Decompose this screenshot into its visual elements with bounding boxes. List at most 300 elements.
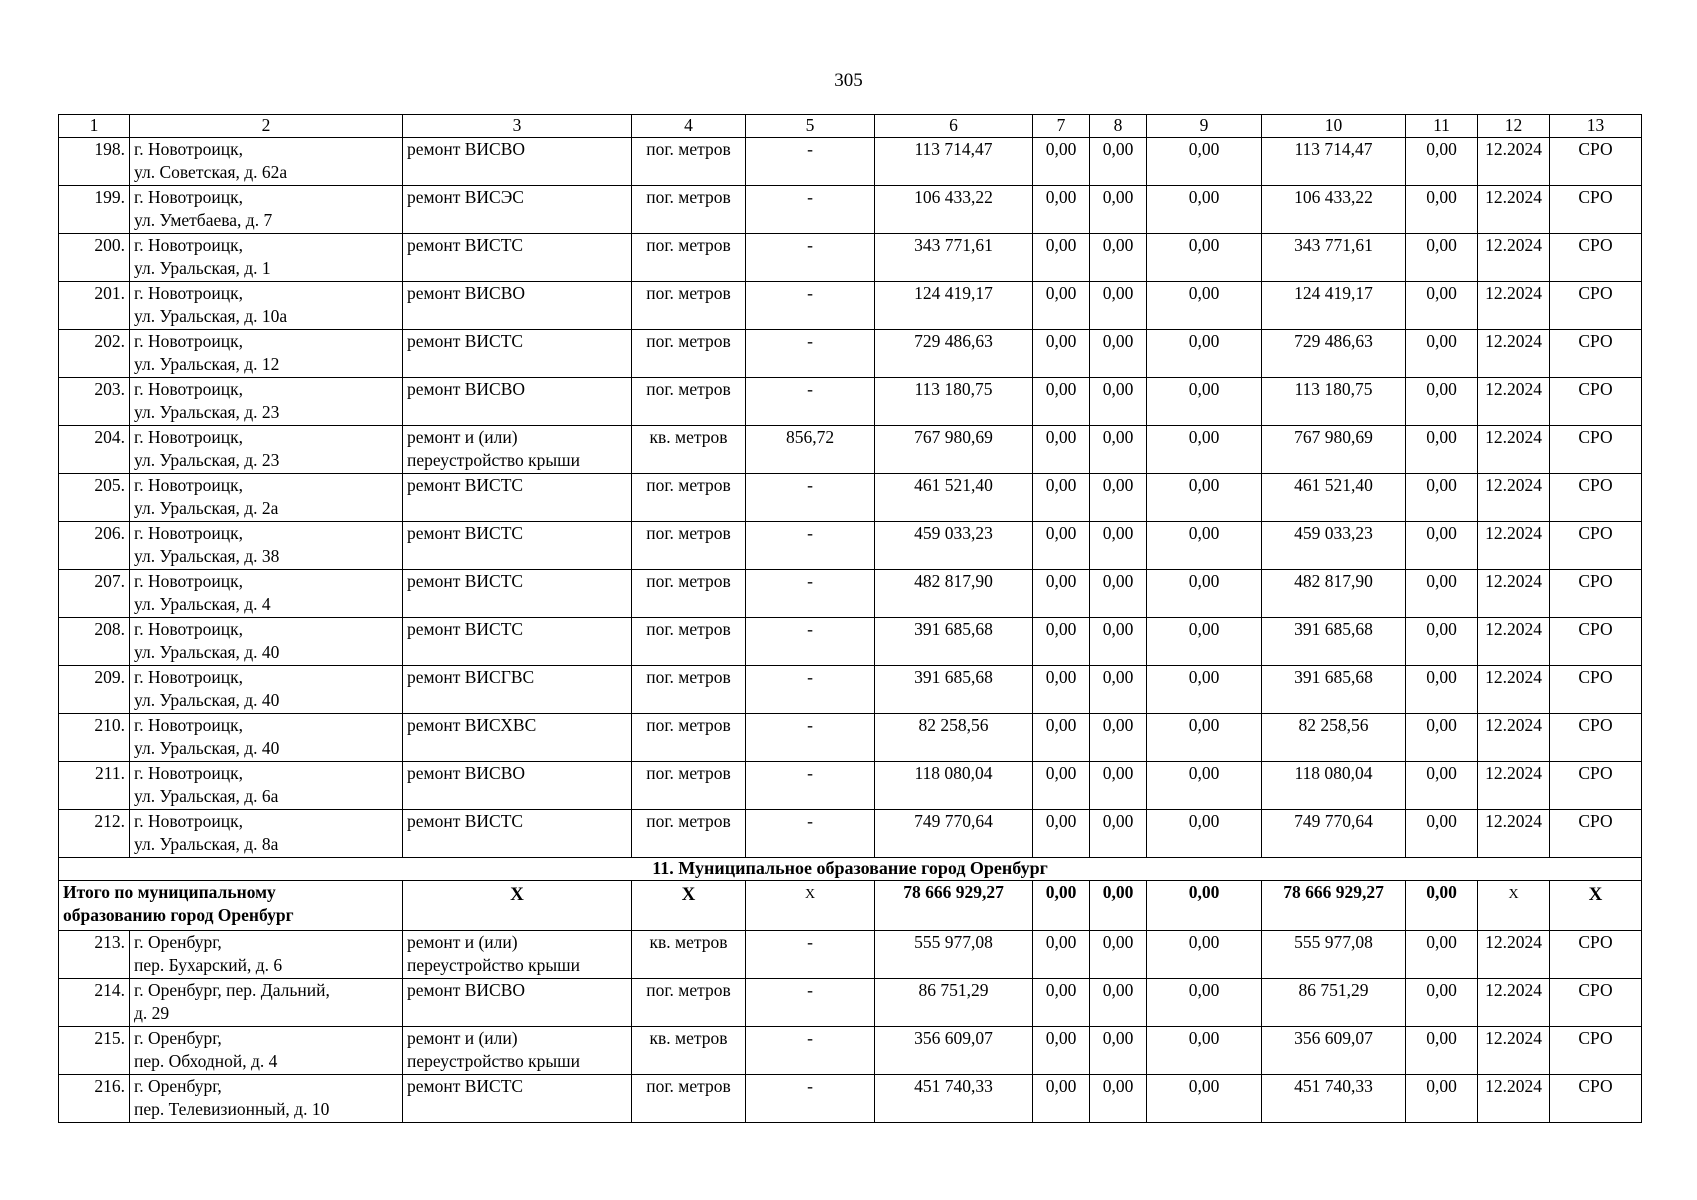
work-type-cell bbox=[403, 1027, 632, 1075]
work-type-line-1: ремонт и (или) bbox=[407, 1028, 518, 1048]
col-10-cell: 124 419,17 bbox=[1262, 282, 1406, 330]
col-7-cell: 0,00 bbox=[1033, 1027, 1090, 1075]
deadline-cell: 12.2024 bbox=[1478, 570, 1550, 618]
address-line-1: г. Новотроицк, bbox=[134, 139, 243, 159]
col-9-cell: 0,00 bbox=[1147, 378, 1262, 426]
work-type-cell bbox=[403, 522, 632, 570]
total-cost-cell: 343 771,61 bbox=[875, 234, 1033, 282]
total-cost-cell: 124 419,17 bbox=[875, 282, 1033, 330]
work-type-line-1: ремонт ВИСВО bbox=[407, 980, 526, 1000]
col-8-cell: 0,00 bbox=[1090, 810, 1147, 858]
total-col-8: 0,00 bbox=[1090, 881, 1147, 931]
col-11-cell: 0,00 bbox=[1406, 378, 1478, 426]
col-9-cell: 0,00 bbox=[1147, 762, 1262, 810]
total-cost-cell: 482 817,90 bbox=[875, 570, 1033, 618]
column-header: 10 bbox=[1262, 115, 1406, 138]
row-number: 203. bbox=[59, 378, 130, 426]
quantity-cell: - bbox=[746, 330, 875, 378]
col-11-cell: 0,00 bbox=[1406, 1075, 1478, 1123]
section-header-row bbox=[59, 858, 1642, 881]
unit-cell: пог. метров bbox=[632, 1075, 746, 1123]
total-cost-cell: 459 033,23 bbox=[875, 522, 1033, 570]
address-line-2: ул. Уральская, д. 6а bbox=[134, 786, 279, 806]
col-11-cell: 0,00 bbox=[1406, 522, 1478, 570]
method-cell: СРО bbox=[1550, 762, 1642, 810]
col-8-cell: 0,00 bbox=[1090, 1075, 1147, 1123]
unit-cell: пог. метров bbox=[632, 810, 746, 858]
col-8-cell: 0,00 bbox=[1090, 474, 1147, 522]
unit-cell: пог. метров bbox=[632, 522, 746, 570]
total-cost-cell: 767 980,69 bbox=[875, 426, 1033, 474]
row-number: 205. bbox=[59, 474, 130, 522]
method-cell: СРО bbox=[1550, 138, 1642, 186]
col-10-cell: 356 609,07 bbox=[1262, 1027, 1406, 1075]
table-row bbox=[59, 762, 1642, 810]
col-10-cell: 391 685,68 bbox=[1262, 666, 1406, 714]
work-type-line-1: ремонт ВИСТС bbox=[407, 235, 524, 255]
col-10-cell: 82 258,56 bbox=[1262, 714, 1406, 762]
work-type-line-1: ремонт ВИСТС bbox=[407, 619, 524, 639]
col-9-cell: 0,00 bbox=[1147, 979, 1262, 1027]
total-label bbox=[59, 881, 403, 931]
address-cell bbox=[130, 666, 403, 714]
col-10-cell: 555 977,08 bbox=[1262, 931, 1406, 979]
col-9-cell: 0,00 bbox=[1147, 666, 1262, 714]
address-cell bbox=[130, 138, 403, 186]
col-7-cell: 0,00 bbox=[1033, 186, 1090, 234]
total-col-10: 78 666 929,27 bbox=[1262, 881, 1406, 931]
work-type-cell bbox=[403, 570, 632, 618]
col-10-cell: 482 817,90 bbox=[1262, 570, 1406, 618]
deadline-cell: 12.2024 bbox=[1478, 474, 1550, 522]
address-line-1: г. Новотроицк, bbox=[134, 379, 243, 399]
work-type-line-2: переустройство крыши bbox=[407, 1051, 580, 1071]
address-line-2: ул. Уральская, д. 40 bbox=[134, 642, 280, 662]
column-header: 12 bbox=[1478, 115, 1550, 138]
col-10-cell: 113 714,47 bbox=[1262, 138, 1406, 186]
col-9-cell: 0,00 bbox=[1147, 282, 1262, 330]
address-line-1: г. Оренбург, bbox=[134, 932, 222, 952]
total-cost-cell: 391 685,68 bbox=[875, 666, 1033, 714]
work-type-cell bbox=[403, 762, 632, 810]
column-header: 9 bbox=[1147, 115, 1262, 138]
address-cell bbox=[130, 810, 403, 858]
col-7-cell: 0,00 bbox=[1033, 931, 1090, 979]
unit-cell: пог. метров bbox=[632, 979, 746, 1027]
col-10-cell: 459 033,23 bbox=[1262, 522, 1406, 570]
method-cell: СРО bbox=[1550, 714, 1642, 762]
col-7-cell: 0,00 bbox=[1033, 138, 1090, 186]
column-header: 1 bbox=[59, 115, 130, 138]
col-10-cell: 451 740,33 bbox=[1262, 1075, 1406, 1123]
work-type-line-1: ремонт и (или) bbox=[407, 427, 518, 447]
col-8-cell: 0,00 bbox=[1090, 666, 1147, 714]
col-9-cell: 0,00 bbox=[1147, 931, 1262, 979]
quantity-cell: - bbox=[746, 138, 875, 186]
col-11-cell: 0,00 bbox=[1406, 810, 1478, 858]
address-line-2: пер. Бухарский, д. 6 bbox=[134, 955, 283, 975]
column-header: 2 bbox=[130, 115, 403, 138]
col-11-cell: 0,00 bbox=[1406, 931, 1478, 979]
address-line-2: ул. Уральская, д. 38 bbox=[134, 546, 280, 566]
total-label-line-2: образованию город Оренбург bbox=[63, 905, 294, 925]
table-row bbox=[59, 426, 1642, 474]
col-8-cell: 0,00 bbox=[1090, 522, 1147, 570]
total-cost-cell: 749 770,64 bbox=[875, 810, 1033, 858]
deadline-cell: 12.2024 bbox=[1478, 522, 1550, 570]
row-number: 212. bbox=[59, 810, 130, 858]
method-cell: СРО bbox=[1550, 186, 1642, 234]
address-cell bbox=[130, 762, 403, 810]
work-type-cell bbox=[403, 234, 632, 282]
row-number: 216. bbox=[59, 1075, 130, 1123]
address-line-1: г. Оренбург, bbox=[134, 1076, 222, 1096]
address-cell bbox=[130, 426, 403, 474]
work-type-cell bbox=[403, 138, 632, 186]
address-line-2: ул. Уральская, д. 1 bbox=[134, 258, 271, 278]
col-11-cell: 0,00 bbox=[1406, 234, 1478, 282]
method-cell: СРО bbox=[1550, 666, 1642, 714]
work-type-line-1: ремонт ВИСВО bbox=[407, 139, 526, 159]
col-9-cell: 0,00 bbox=[1147, 810, 1262, 858]
table-row bbox=[59, 282, 1642, 330]
address-line-1: г. Новотроицк, bbox=[134, 475, 243, 495]
col-11-cell: 0,00 bbox=[1406, 714, 1478, 762]
address-line-2: пер. Телевизионный, д. 10 bbox=[134, 1099, 330, 1119]
col-9-cell: 0,00 bbox=[1147, 426, 1262, 474]
address-line-2: ул. Уральская, д. 40 bbox=[134, 738, 280, 758]
quantity-cell: - bbox=[746, 378, 875, 426]
col-8-cell: 0,00 bbox=[1090, 330, 1147, 378]
col-11-cell: 0,00 bbox=[1406, 570, 1478, 618]
unit-cell: пог. метров bbox=[632, 234, 746, 282]
row-number: 207. bbox=[59, 570, 130, 618]
col-9-cell: 0,00 bbox=[1147, 618, 1262, 666]
address-line-2: ул. Уральская, д. 23 bbox=[134, 402, 280, 422]
unit-cell: пог. метров bbox=[632, 618, 746, 666]
total-col-4: Х bbox=[632, 881, 746, 931]
row-number: 211. bbox=[59, 762, 130, 810]
address-cell bbox=[130, 1075, 403, 1123]
method-cell: СРО bbox=[1550, 522, 1642, 570]
table-row bbox=[59, 1075, 1642, 1123]
col-8-cell: 0,00 bbox=[1090, 714, 1147, 762]
total-col-13: Х bbox=[1550, 881, 1642, 931]
col-7-cell: 0,00 bbox=[1033, 330, 1090, 378]
deadline-cell: 12.2024 bbox=[1478, 378, 1550, 426]
method-cell: СРО bbox=[1550, 330, 1642, 378]
address-line-1: г. Новотроицк, bbox=[134, 619, 243, 639]
unit-cell: пог. метров bbox=[632, 330, 746, 378]
table-row bbox=[59, 1027, 1642, 1075]
col-8-cell: 0,00 bbox=[1090, 234, 1147, 282]
table-row bbox=[59, 979, 1642, 1027]
address-cell bbox=[130, 330, 403, 378]
section-title: 11. Муниципальное образование город Оренбург bbox=[59, 858, 1642, 881]
col-10-cell: 106 433,22 bbox=[1262, 186, 1406, 234]
address-line-1: г. Новотроицк, bbox=[134, 283, 243, 303]
work-type-line-1: ремонт ВИСЭС bbox=[407, 187, 524, 207]
total-col-12: Х bbox=[1478, 881, 1550, 931]
work-type-cell bbox=[403, 810, 632, 858]
work-type-cell bbox=[403, 474, 632, 522]
work-type-line-1: ремонт ВИСТС bbox=[407, 1076, 524, 1096]
col-7-cell: 0,00 bbox=[1033, 762, 1090, 810]
col-7-cell: 0,00 bbox=[1033, 378, 1090, 426]
row-number: 202. bbox=[59, 330, 130, 378]
address-cell bbox=[130, 618, 403, 666]
col-9-cell: 0,00 bbox=[1147, 570, 1262, 618]
deadline-cell: 12.2024 bbox=[1478, 330, 1550, 378]
col-11-cell: 0,00 bbox=[1406, 138, 1478, 186]
work-type-line-1: ремонт ВИСХВС bbox=[407, 715, 537, 735]
work-type-cell bbox=[403, 714, 632, 762]
col-11-cell: 0,00 bbox=[1406, 618, 1478, 666]
work-type-line-1: ремонт и (или) bbox=[407, 932, 518, 952]
col-11-cell: 0,00 bbox=[1406, 330, 1478, 378]
address-line-2: ул. Уральская, д. 40 bbox=[134, 690, 280, 710]
col-8-cell: 0,00 bbox=[1090, 618, 1147, 666]
quantity-cell: - bbox=[746, 810, 875, 858]
row-number: 198. bbox=[59, 138, 130, 186]
address-cell bbox=[130, 186, 403, 234]
quantity-cell: - bbox=[746, 1075, 875, 1123]
total-col-9: 0,00 bbox=[1147, 881, 1262, 931]
col-7-cell: 0,00 bbox=[1033, 234, 1090, 282]
unit-cell: пог. метров bbox=[632, 714, 746, 762]
col-10-cell: 343 771,61 bbox=[1262, 234, 1406, 282]
col-8-cell: 0,00 bbox=[1090, 186, 1147, 234]
method-cell: СРО bbox=[1550, 931, 1642, 979]
column-number-row bbox=[59, 115, 1642, 138]
work-type-line-1: ремонт ВИСТС bbox=[407, 811, 524, 831]
column-header: 11 bbox=[1406, 115, 1478, 138]
col-11-cell: 0,00 bbox=[1406, 474, 1478, 522]
address-line-1: г. Новотроицк, bbox=[134, 331, 243, 351]
address-line-2: ул. Уральская, д. 23 bbox=[134, 450, 280, 470]
work-type-line-1: ремонт ВИСВО bbox=[407, 763, 526, 783]
quantity-cell: - bbox=[746, 714, 875, 762]
col-9-cell: 0,00 bbox=[1147, 714, 1262, 762]
col-7-cell: 0,00 bbox=[1033, 426, 1090, 474]
deadline-cell: 12.2024 bbox=[1478, 1075, 1550, 1123]
address-line-2: ул. Уральская, д. 4 bbox=[134, 594, 271, 614]
row-number: 209. bbox=[59, 666, 130, 714]
unit-cell: кв. метров bbox=[632, 426, 746, 474]
quantity-cell: - bbox=[746, 1027, 875, 1075]
work-type-line-1: ремонт ВИСГВС bbox=[407, 667, 535, 687]
row-number: 206. bbox=[59, 522, 130, 570]
address-line-1: г. Новотроицк, bbox=[134, 667, 243, 687]
col-10-cell: 749 770,64 bbox=[1262, 810, 1406, 858]
unit-cell: пог. метров bbox=[632, 282, 746, 330]
total-col-7: 0,00 bbox=[1033, 881, 1090, 931]
address-line-2: д. 29 bbox=[134, 1003, 170, 1023]
address-cell bbox=[130, 570, 403, 618]
col-10-cell: 461 521,40 bbox=[1262, 474, 1406, 522]
quantity-cell: - bbox=[746, 522, 875, 570]
column-header: 6 bbox=[875, 115, 1033, 138]
column-header: 4 bbox=[632, 115, 746, 138]
unit-cell: пог. метров bbox=[632, 474, 746, 522]
col-9-cell: 0,00 bbox=[1147, 1075, 1262, 1123]
address-line-1: г. Новотроицк, bbox=[134, 811, 243, 831]
table-row bbox=[59, 186, 1642, 234]
col-10-cell: 767 980,69 bbox=[1262, 426, 1406, 474]
work-type-cell bbox=[403, 979, 632, 1027]
quantity-cell: - bbox=[746, 762, 875, 810]
col-8-cell: 0,00 bbox=[1090, 282, 1147, 330]
quantity-cell: - bbox=[746, 474, 875, 522]
unit-cell: пог. метров bbox=[632, 378, 746, 426]
quantity-cell: - bbox=[746, 666, 875, 714]
row-number: 201. bbox=[59, 282, 130, 330]
col-8-cell: 0,00 bbox=[1090, 426, 1147, 474]
table-row bbox=[59, 666, 1642, 714]
total-cost-cell: 356 609,07 bbox=[875, 1027, 1033, 1075]
work-type-cell bbox=[403, 1075, 632, 1123]
total-cost-cell: 451 740,33 bbox=[875, 1075, 1033, 1123]
table-row bbox=[59, 618, 1642, 666]
total-cost-cell: 113 180,75 bbox=[875, 378, 1033, 426]
col-7-cell: 0,00 bbox=[1033, 714, 1090, 762]
table-row bbox=[59, 474, 1642, 522]
method-cell: СРО bbox=[1550, 426, 1642, 474]
total-col-11: 0,00 bbox=[1406, 881, 1478, 931]
work-type-cell bbox=[403, 330, 632, 378]
col-7-cell: 0,00 bbox=[1033, 282, 1090, 330]
col-9-cell: 0,00 bbox=[1147, 330, 1262, 378]
col-10-cell: 118 080,04 bbox=[1262, 762, 1406, 810]
col-11-cell: 0,00 bbox=[1406, 426, 1478, 474]
col-7-cell: 0,00 bbox=[1033, 1075, 1090, 1123]
col-8-cell: 0,00 bbox=[1090, 762, 1147, 810]
total-cost-cell: 729 486,63 bbox=[875, 330, 1033, 378]
col-11-cell: 0,00 bbox=[1406, 762, 1478, 810]
page-number: 305 bbox=[834, 70, 863, 91]
row-number: 199. bbox=[59, 186, 130, 234]
total-cost-cell: 118 080,04 bbox=[875, 762, 1033, 810]
col-7-cell: 0,00 bbox=[1033, 474, 1090, 522]
row-number: 200. bbox=[59, 234, 130, 282]
unit-cell: кв. метров bbox=[632, 1027, 746, 1075]
col-8-cell: 0,00 bbox=[1090, 570, 1147, 618]
total-cost-cell: 391 685,68 bbox=[875, 618, 1033, 666]
work-type-line-1: ремонт ВИСТС bbox=[407, 475, 524, 495]
quantity-cell: - bbox=[746, 618, 875, 666]
total-cost-cell: 461 521,40 bbox=[875, 474, 1033, 522]
col-7-cell: 0,00 bbox=[1033, 570, 1090, 618]
col-8-cell: 0,00 bbox=[1090, 931, 1147, 979]
row-number: 210. bbox=[59, 714, 130, 762]
work-type-line-1: ремонт ВИСТС bbox=[407, 523, 524, 543]
unit-cell: пог. метров bbox=[632, 186, 746, 234]
quantity-cell: - bbox=[746, 234, 875, 282]
table-row bbox=[59, 810, 1642, 858]
address-line-1: г. Новотроицк, bbox=[134, 523, 243, 543]
deadline-cell: 12.2024 bbox=[1478, 979, 1550, 1027]
col-7-cell: 0,00 bbox=[1033, 810, 1090, 858]
address-cell bbox=[130, 931, 403, 979]
method-cell: СРО bbox=[1550, 474, 1642, 522]
address-cell bbox=[130, 1027, 403, 1075]
unit-cell: пог. метров bbox=[632, 666, 746, 714]
address-cell bbox=[130, 378, 403, 426]
address-line-2: ул. Уметбаева, д. 7 bbox=[134, 210, 273, 230]
address-line-2: ул. Уральская, д. 12 bbox=[134, 354, 280, 374]
col-8-cell: 0,00 bbox=[1090, 138, 1147, 186]
column-header: 7 bbox=[1033, 115, 1090, 138]
deadline-cell: 12.2024 bbox=[1478, 762, 1550, 810]
method-cell: СРО bbox=[1550, 618, 1642, 666]
row-number: 208. bbox=[59, 618, 130, 666]
address-line-1: г. Новотроицк, bbox=[134, 427, 243, 447]
col-10-cell: 391 685,68 bbox=[1262, 618, 1406, 666]
address-cell bbox=[130, 474, 403, 522]
work-type-cell bbox=[403, 426, 632, 474]
work-type-line-2: переустройство крыши bbox=[407, 955, 580, 975]
address-cell bbox=[130, 979, 403, 1027]
col-9-cell: 0,00 bbox=[1147, 1027, 1262, 1075]
deadline-cell: 12.2024 bbox=[1478, 138, 1550, 186]
address-cell bbox=[130, 282, 403, 330]
total-col-3: Х bbox=[403, 881, 632, 931]
col-10-cell: 113 180,75 bbox=[1262, 378, 1406, 426]
work-type-cell bbox=[403, 931, 632, 979]
deadline-cell: 12.2024 bbox=[1478, 810, 1550, 858]
method-cell: СРО bbox=[1550, 570, 1642, 618]
row-number: 204. bbox=[59, 426, 130, 474]
quantity-cell: - bbox=[746, 979, 875, 1027]
work-type-line-1: ремонт ВИСТС bbox=[407, 331, 524, 351]
address-line-2: ул. Советская, д. 62а bbox=[134, 162, 288, 182]
col-9-cell: 0,00 bbox=[1147, 474, 1262, 522]
address-cell bbox=[130, 522, 403, 570]
address-line-1: г. Новотроицк, bbox=[134, 187, 243, 207]
col-9-cell: 0,00 bbox=[1147, 234, 1262, 282]
address-line-1: г. Новотроицк, bbox=[134, 763, 243, 783]
col-10-cell: 729 486,63 bbox=[1262, 330, 1406, 378]
table-row bbox=[59, 931, 1642, 979]
address-line-2: пер. Обходной, д. 4 bbox=[134, 1051, 278, 1071]
quantity-cell: - bbox=[746, 186, 875, 234]
col-9-cell: 0,00 bbox=[1147, 186, 1262, 234]
total-cost-cell: 86 751,29 bbox=[875, 979, 1033, 1027]
method-cell: СРО bbox=[1550, 282, 1642, 330]
total-cost-cell: 113 714,47 bbox=[875, 138, 1033, 186]
total-col-5: Х bbox=[746, 881, 875, 931]
address-line-2: ул. Уральская, д. 8а bbox=[134, 834, 279, 854]
deadline-cell: 12.2024 bbox=[1478, 234, 1550, 282]
method-cell: СРО bbox=[1550, 1027, 1642, 1075]
col-11-cell: 0,00 bbox=[1406, 979, 1478, 1027]
deadline-cell: 12.2024 bbox=[1478, 931, 1550, 979]
total-cost-cell: 106 433,22 bbox=[875, 186, 1033, 234]
address-line-1: г. Оренбург, пер. Дальний, bbox=[134, 980, 330, 1000]
work-type-cell bbox=[403, 618, 632, 666]
col-7-cell: 0,00 bbox=[1033, 666, 1090, 714]
col-8-cell: 0,00 bbox=[1090, 1027, 1147, 1075]
method-cell: СРО bbox=[1550, 810, 1642, 858]
table-row bbox=[59, 570, 1642, 618]
deadline-cell: 12.2024 bbox=[1478, 186, 1550, 234]
col-7-cell: 0,00 bbox=[1033, 979, 1090, 1027]
column-header: 3 bbox=[403, 115, 632, 138]
deadline-cell: 12.2024 bbox=[1478, 666, 1550, 714]
deadline-cell: 12.2024 bbox=[1478, 282, 1550, 330]
deadline-cell: 12.2024 bbox=[1478, 714, 1550, 762]
deadline-cell: 12.2024 bbox=[1478, 426, 1550, 474]
